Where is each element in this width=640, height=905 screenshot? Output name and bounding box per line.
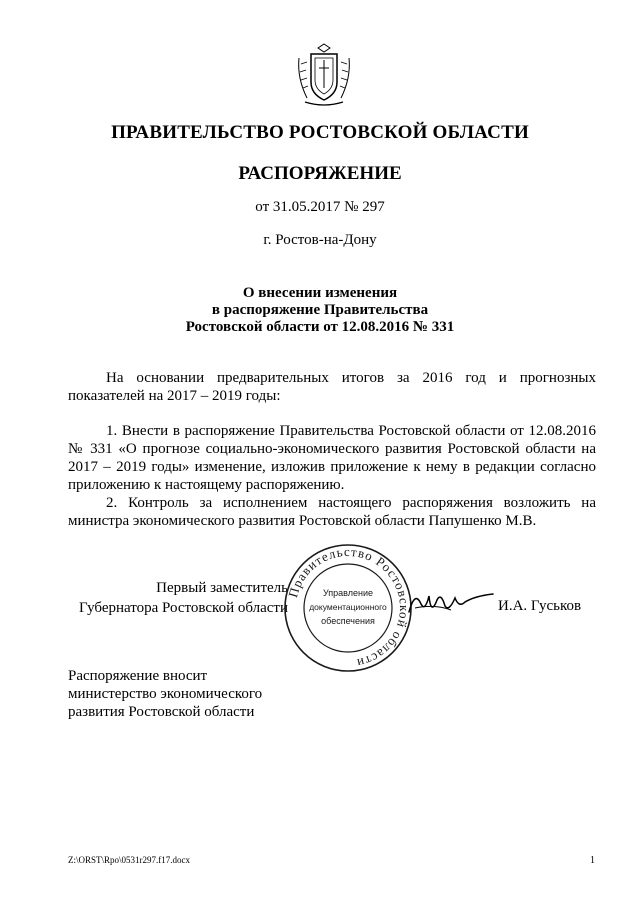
stamp-inner-text: Управление bbox=[322, 588, 374, 598]
footer-file-path: Z:\ORST\Rpo\0531r297.f17.docx bbox=[68, 855, 190, 865]
item-2-paragraph: 2. Контроль за исполнением настоящего распоряжения возложить на министра экономического развития Ростовской области Папушенко М.В. bbox=[68, 495, 596, 529]
document-type: РАСПОРЯЖЕНИЕ bbox=[238, 163, 402, 184]
stamp-inner-text: документационного bbox=[309, 602, 387, 612]
subject-line: Ростовской области от 12.08.2016 № 331 bbox=[185, 319, 455, 335]
page-number: 1 bbox=[590, 855, 595, 866]
introduced-line: Распоряжение вносит bbox=[68, 668, 208, 684]
subject-line: О внесении изменения bbox=[242, 285, 398, 301]
signatory-name: И.А. Гуськов bbox=[498, 598, 582, 614]
item-1-paragraph: 1. Внести в распоряжение Правительства Ростовской области от 12.08.2016 № 331 «О прогнозе социально-экономического развития Ростовской области на 2017 – 2019 годы» изменение, изложив приложение к нему в редакции согласно приложению к настоящему распоряжению. bbox=[68, 423, 596, 493]
handwritten-signature bbox=[405, 582, 497, 622]
document-subject bbox=[0, 285, 640, 336]
signatory-position bbox=[78, 578, 288, 618]
coat-of-arms-icon bbox=[293, 38, 355, 110]
introduced-line: развития Ростовской области bbox=[68, 704, 255, 720]
official-stamp bbox=[282, 542, 414, 674]
government-title: ПРАВИТЕЛЬСТВО РОСТОВСКОЙ ОБЛАСТИ bbox=[111, 122, 529, 143]
position-line: Первый заместитель bbox=[156, 580, 288, 596]
document-city: г. Ростов-на-Дону bbox=[263, 232, 377, 248]
introduced-line: министерство экономического bbox=[68, 686, 263, 702]
stamp-inner-text: обеспечения bbox=[321, 616, 375, 626]
preamble-paragraph: На основании предварительных итогов за 2016 год и прогнозных показателей на 2017 – 2019 годы: bbox=[68, 370, 596, 404]
stamp-outer-text: Правительство Ростовской области bbox=[285, 543, 413, 672]
subject-line: в распоряжение Правительства bbox=[211, 302, 429, 318]
document-date-number: от 31.05.2017 № 297 bbox=[255, 199, 385, 215]
position-line: Губернатора Ростовской области bbox=[78, 600, 288, 616]
introduced-by bbox=[68, 667, 262, 721]
